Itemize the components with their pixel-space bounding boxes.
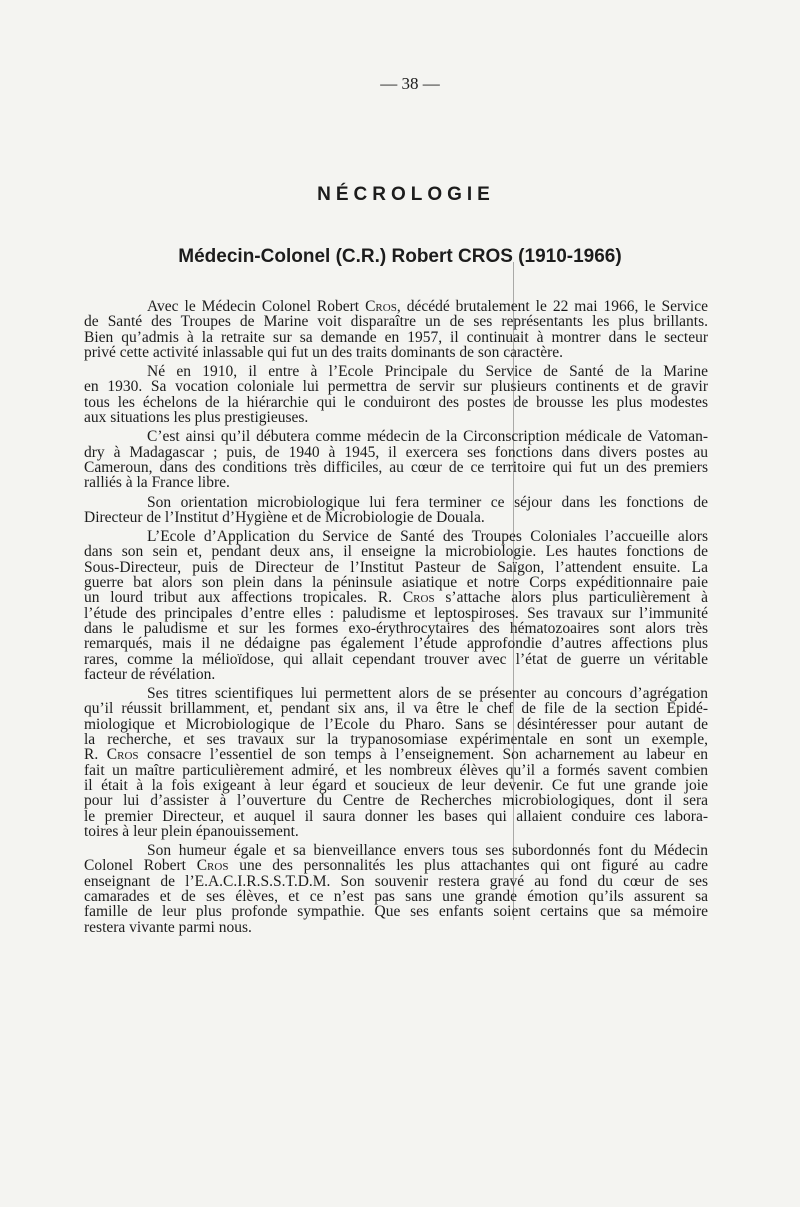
text-line: guerre bat alors son plein dans la péninsule asiatique et notre Corps expéditionnaire paie <box>84 574 708 592</box>
text-line: privé cette activité inlassable qui fut un des traits dominants de son caractère. <box>84 343 564 361</box>
text-line: facteur de révélation. <box>84 665 216 683</box>
text-line: L’Ecole d’Application du Service de Santé des Troupes Coloniales l’accueille alors <box>147 528 708 546</box>
surname-small-caps: Cros <box>106 746 139 764</box>
text-line: C’est ainsi qu’il débutera comme médecin de la Circonscription médicale de Vatoman- <box>147 428 708 446</box>
text-line: pour lui d’assister à l’ouverture du Centre de Recherches microbiologiques, dont il sera <box>84 792 708 810</box>
text-line: Son humeur égale et sa bienveillance envers tous ses subordonnés font du Médecin <box>147 842 708 860</box>
text-line: fait un maître particulièrement admiré, et les nombreux élèves qu’il a formés savent combien <box>84 761 708 779</box>
text-line: remarqués, mais il ne dédaigne pas également l’étude approfondie d’autres affections plus <box>84 635 708 653</box>
paragraph <box>84 364 708 425</box>
text-line: Bien qu’admis à la retraite sur sa demande en 1957, il continuait à montrer dans le secteur <box>84 328 708 346</box>
text-line: Cameroun, dans des conditions très difficiles, au cœur de ce territoire qui fut un des premiers <box>84 458 708 476</box>
text-line: un lourd tribut aux affections tropicales. R. Cros s’attache alors plus particulièrement à <box>84 589 708 607</box>
text-line: Son orientation microbiologique lui fera terminer ce séjour dans les fonctions de <box>147 493 708 511</box>
page-number: — 38 — <box>380 74 440 93</box>
text-line: dans son sein et, pendant deux ans, il enseigne la microbiologie. Les hautes fonctions de <box>84 543 708 561</box>
text-line: Sous-Directeur, puis de Directeur de l’Institut Pasteur de Saïgon, l’attendent ensuite. La <box>84 558 708 576</box>
text-line: camarades et de ses élèves, et ce n’est pas sans une grande émotion qu’ils assurent sa <box>84 887 708 905</box>
text-line: l’étude des principales d’entre elles : paludisme et leptospiroses. Ses travaux sur l’immunité <box>84 604 708 622</box>
text-line: Né en 1910, il entre à l’Ecole Principale du Service de Santé de la Marine <box>147 363 708 381</box>
paragraph <box>84 529 708 682</box>
text-line: restera vivante parmi nous. <box>84 918 252 936</box>
text-line: dans le paludisme et sur les formes exo-érythrocytaires des hématozoaires sont alors très <box>84 619 708 637</box>
text-line: rares, comme la mélioïdose, qui allait cependant trouver avec l’état de guerre un véritable <box>84 650 708 668</box>
text-line: Ses titres scientifiques lui permettent alors de se présenter au concours d’agrégation <box>147 685 708 703</box>
text-line: Avec le Médecin Colonel Robert Cros, décédé brutalement le 22 mai 1966, le Service <box>147 298 708 315</box>
surname-small-caps: Cros <box>196 857 229 875</box>
text-line: de Santé des Troupes de Marine voit disparaître un de ses représentants les plus brillants. <box>84 313 708 331</box>
surname-small-caps: Cros <box>365 298 397 315</box>
text-line: miologique et Microbiologique de l’Ecole du Pharo. Sans se désintéresser pour autant de <box>84 715 708 733</box>
text-line: en 1930. Sa vocation coloniale lui permettra de servir sur plusieurs continents et de gravir <box>84 378 708 396</box>
text-line: aux situations les plus prestigieuses. <box>84 409 309 427</box>
obituary-heading: Médecin-Colonel (C.R.) Robert CROS (1910-1966) <box>178 246 622 267</box>
text-line: toires à leur plein épanouissement. <box>84 822 299 840</box>
text-line: qu’il réussit brillamment, et, pendant six ans, il va être le chef de file de la section Epidé- <box>84 700 708 718</box>
article-body <box>84 299 708 935</box>
paragraph <box>84 429 708 490</box>
text-line: tous les échelons de la hiérarchie qui le conduiront des postes de brousse les plus modestes <box>84 393 708 411</box>
text-line: la recherche, et ses travaux sur la trypanosomiase expérimentale en sont un exemple, <box>84 731 708 749</box>
text-line: famille de leur plus profonde sympathie. Que ses enfants soient certains que sa mémoire <box>84 903 708 921</box>
text-line: Colonel Robert Cros une des personnalités les plus attachantes qui ont figuré au cadre <box>84 857 708 875</box>
text-line: il était à la fois exigeant à leur égard et soucieux de leur devenir. Ce fut une grande joie <box>84 776 708 794</box>
text-line: le premier Directeur, et auquel il saura donner les bases qui allaient conduire ces labora- <box>84 807 708 825</box>
text-line: ralliés à la France libre. <box>84 474 230 492</box>
surname-small-caps: Cros <box>402 589 435 607</box>
text-line: Directeur de l’Institut d’Hygiène et de Microbiologie de Douala. <box>84 508 485 526</box>
paragraph <box>84 686 708 839</box>
text-line: enseignant de l’E.A.C.I.R.S.S.T.D.M. Son souvenir restera gravé au fond du cœur de ses <box>84 872 708 890</box>
text-line: dry à Madagascar ; puis, de 1940 à 1945, il exercera ses fonctions dans divers postes au <box>84 443 708 461</box>
paragraph <box>84 843 708 935</box>
section-title: NÉCROLOGIE <box>317 184 495 205</box>
text-line: R. Cros consacre l’essentiel de son temps à l’enseignement. Son acharnement au labeur en <box>84 746 708 764</box>
paragraph <box>84 299 708 360</box>
paragraph <box>84 495 708 526</box>
